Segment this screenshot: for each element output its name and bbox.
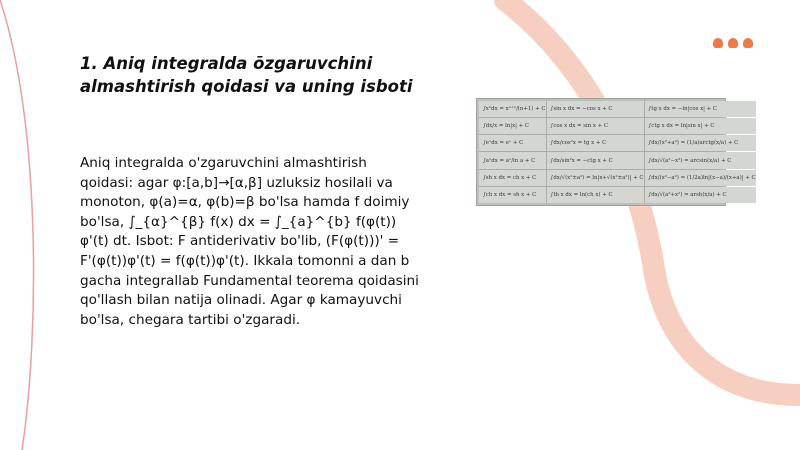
formula-cell: ∫dx/(x²−a²) = (1/2a)ln|(x−a)/(x+a)| + C [645,170,756,186]
dots-ornament [713,38,753,48]
formula-cell: ∫dx/√(x²±a²) = ln|x+√(x²±a²)| + C [547,170,644,186]
formula-cell: ∫eˣdx = eˣ + C [479,135,546,151]
formula-cell: ∫xⁿdx = xⁿ⁺¹/(n+1) + C [479,101,546,117]
formula-cell: ∫cos x dx = sin x + C [547,118,644,134]
integral-formula-table [476,98,756,206]
formula-cell: ∫dx/cos²x = tg x + C [547,135,644,151]
dot-icon [743,38,753,48]
formula-cell: ∫ch x dx = sh x + C [479,187,546,203]
dot-icon [713,38,723,48]
formula-cell: ∫dx/√(a²−x²) = arcsin(x/a) + C [645,152,756,168]
formula-cell: ∫ctg x dx = ln|sin x| + C [645,118,756,134]
formula-cell: ∫sin x dx = −cos x + C [547,101,644,117]
formula-cell: ∫th x dx = ln(ch x) + C [547,187,644,203]
slide-body-text: Aniq integralda o'zgaruvchini almashtirish qoidasi: agar φ:[a,b]→[α,β] uzluksiz hosilali va monoton, φ(a)=α, φ(b)=β bo'lsa hamda f doimiy bo'lsa, ∫_{α}^{β} f(x) dx = ∫_{a}^{b} f(φ(t)) φ'(t) dt. Isbot: F antiderivativ bo'lib, (F(φ(t)))' = F'(φ(t))φ'(t) = f(φ(t))φ'(t). Ikkala tomonni a dan b gacha integrallab Fundamental teorema qoidasini qo'llash bilan natija olinadi. Agar φ kamayuvchi bo'lsa, chegara tartibi o'zgaradi. [80,155,419,328]
slide-title: 1. Aniq integralda ōzgaruvchini almashtirish qoidasi va uning isboti [80,54,413,96]
dot-icon [728,38,738,48]
formula-cell: ∫sh x dx = ch x + C [479,170,546,186]
formula-cell: ∫dx/sin²x = −ctg x + C [547,152,644,168]
formula-cell: ∫dx/√(a²+x²) = arsh(x/a) + C [645,187,756,203]
formula-cell: ∫dx/x = ln|x| + C [479,118,546,134]
formula-cell: ∫aˣdx = aˣ/ln a + C [479,152,546,168]
formula-grid [479,101,756,203]
formula-cell: ∫dx/(x²+a²) = (1/a)arctg(x/a) + C [645,135,756,151]
formula-cell: ∫tg x dx = −ln|cos x| + C [645,101,756,117]
decorative-line [0,0,34,450]
